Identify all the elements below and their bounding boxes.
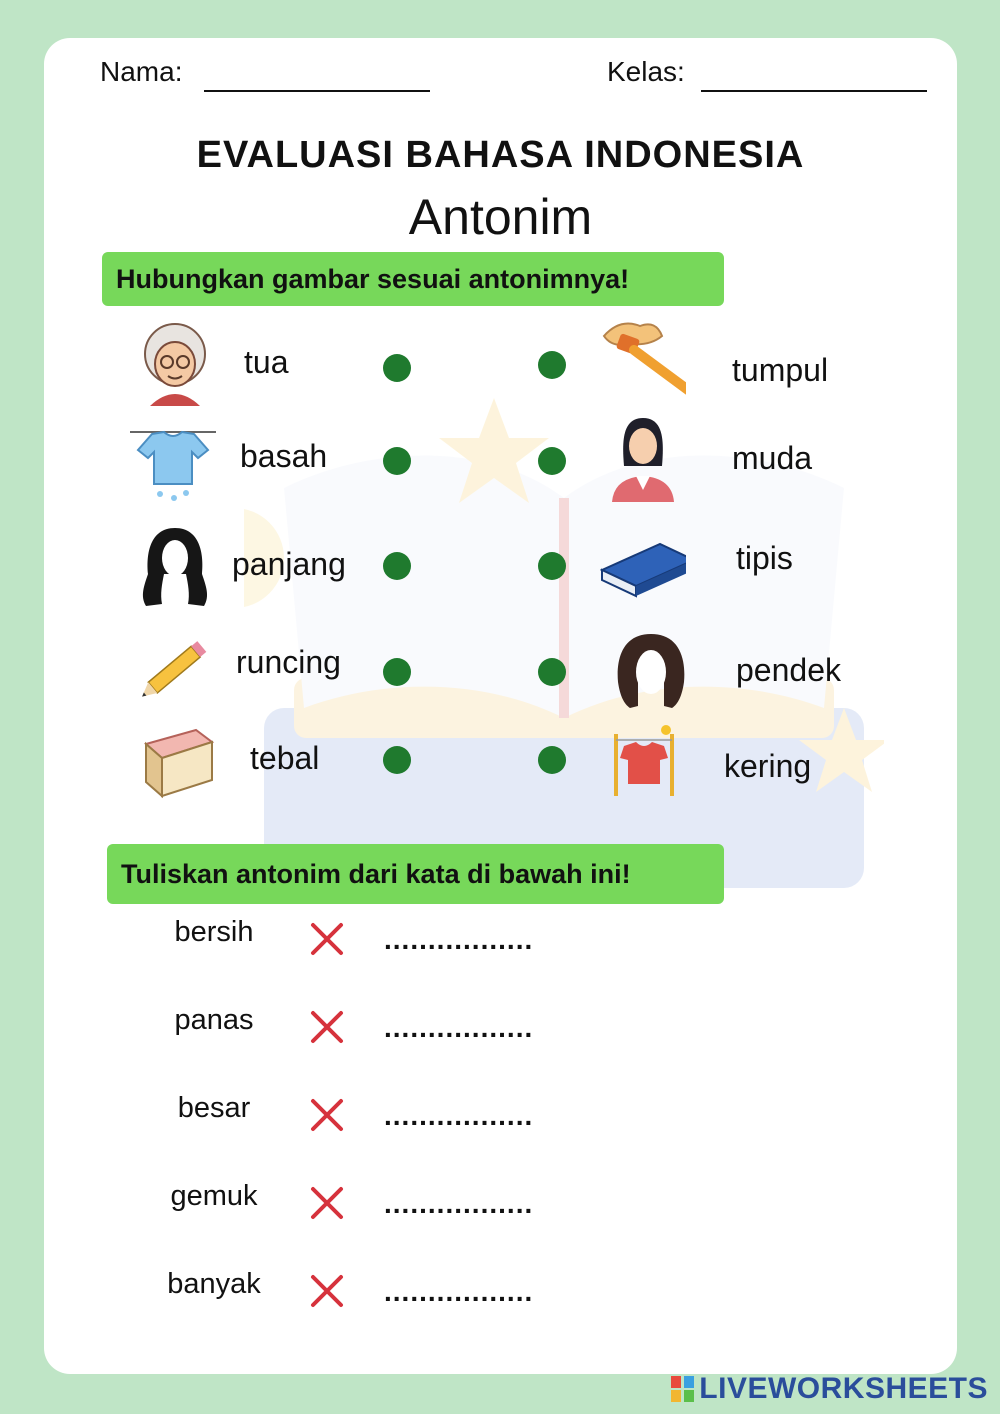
antonym-word-5: banyak (167, 1268, 261, 1300)
match-dot-right-3[interactable] (538, 552, 566, 580)
pencil-icon (132, 626, 218, 712)
antonym-word-3: besar (177, 1092, 251, 1124)
writing-instruction-text: Tuliskan antonim dari kata di bawah ini! (121, 858, 631, 889)
class-blank-line[interactable] (701, 90, 927, 92)
liveworksheets-logo-icon (671, 1376, 695, 1402)
matching-instruction-banner (102, 252, 724, 306)
liveworksheets-brand-text: LIVEWORKSHEETS (699, 1372, 988, 1405)
match-word-right-3: tipis (736, 540, 793, 576)
match-dot-right-5[interactable] (538, 746, 566, 774)
name-blank-line[interactable] (204, 90, 430, 92)
match-word-right-5: kering (724, 748, 812, 784)
writing-instruction-banner (107, 844, 724, 904)
cross-mark-icon (309, 1009, 345, 1045)
cross-mark-icon (309, 1185, 345, 1221)
antonym-word-4: gemuk (170, 1180, 258, 1212)
dull-pencil-sharpener-icon (600, 316, 686, 402)
worksheet-page (44, 38, 957, 1374)
match-word-right-4: pendek (736, 652, 841, 688)
answer-field-2[interactable]: ................. (384, 1012, 534, 1043)
matching-instruction-text: Hubungkan gambar sesuai antonimnya! (116, 263, 630, 294)
thin-book-icon (600, 526, 686, 612)
match-dot-right-2[interactable] (538, 447, 566, 475)
match-word-right-2: muda (732, 440, 813, 476)
class-label: Kelas: (607, 56, 685, 87)
match-dot-left-4[interactable] (383, 658, 411, 686)
antonym-word-1: bersih (174, 916, 254, 948)
answer-field-5[interactable]: ................. (384, 1276, 534, 1307)
match-word-right-1: tumpul (732, 352, 829, 388)
match-dot-left-2[interactable] (383, 447, 411, 475)
match-dot-right-1[interactable] (538, 351, 566, 379)
thick-book-icon (136, 720, 222, 806)
match-word-left-3: panjang (232, 546, 346, 582)
match-dot-right-4[interactable] (538, 658, 566, 686)
match-dot-left-1[interactable] (383, 354, 411, 382)
answer-field-3[interactable]: ................. (384, 1100, 534, 1131)
grandmother-icon (132, 320, 218, 406)
match-dot-left-3[interactable] (383, 552, 411, 580)
long-hair-icon (132, 524, 218, 610)
dry-clothes-icon (610, 724, 696, 810)
cross-mark-icon (309, 1273, 345, 1309)
match-word-left-5: tebal (250, 740, 320, 776)
match-word-left-4: runcing (236, 644, 341, 680)
wet-shirt-icon (130, 420, 216, 506)
match-word-left-1: tua (244, 344, 289, 380)
young-woman-icon (600, 416, 686, 502)
name-label: Nama: (100, 56, 183, 87)
match-word-left-2: basah (240, 438, 328, 474)
worksheet-title: EVALUASI BAHASA INDONESIA (196, 134, 805, 176)
liveworksheets-logo (671, 1372, 988, 1406)
match-dot-left-5[interactable] (383, 746, 411, 774)
answer-field-1[interactable]: ................. (384, 924, 534, 955)
antonym-word-2: panas (174, 1004, 254, 1036)
answer-field-4[interactable]: ................. (384, 1188, 534, 1219)
short-hair-icon (608, 630, 694, 716)
cross-mark-icon (309, 1097, 345, 1133)
worksheet-subtitle: Antonim (408, 189, 593, 245)
cross-mark-icon (309, 921, 345, 957)
